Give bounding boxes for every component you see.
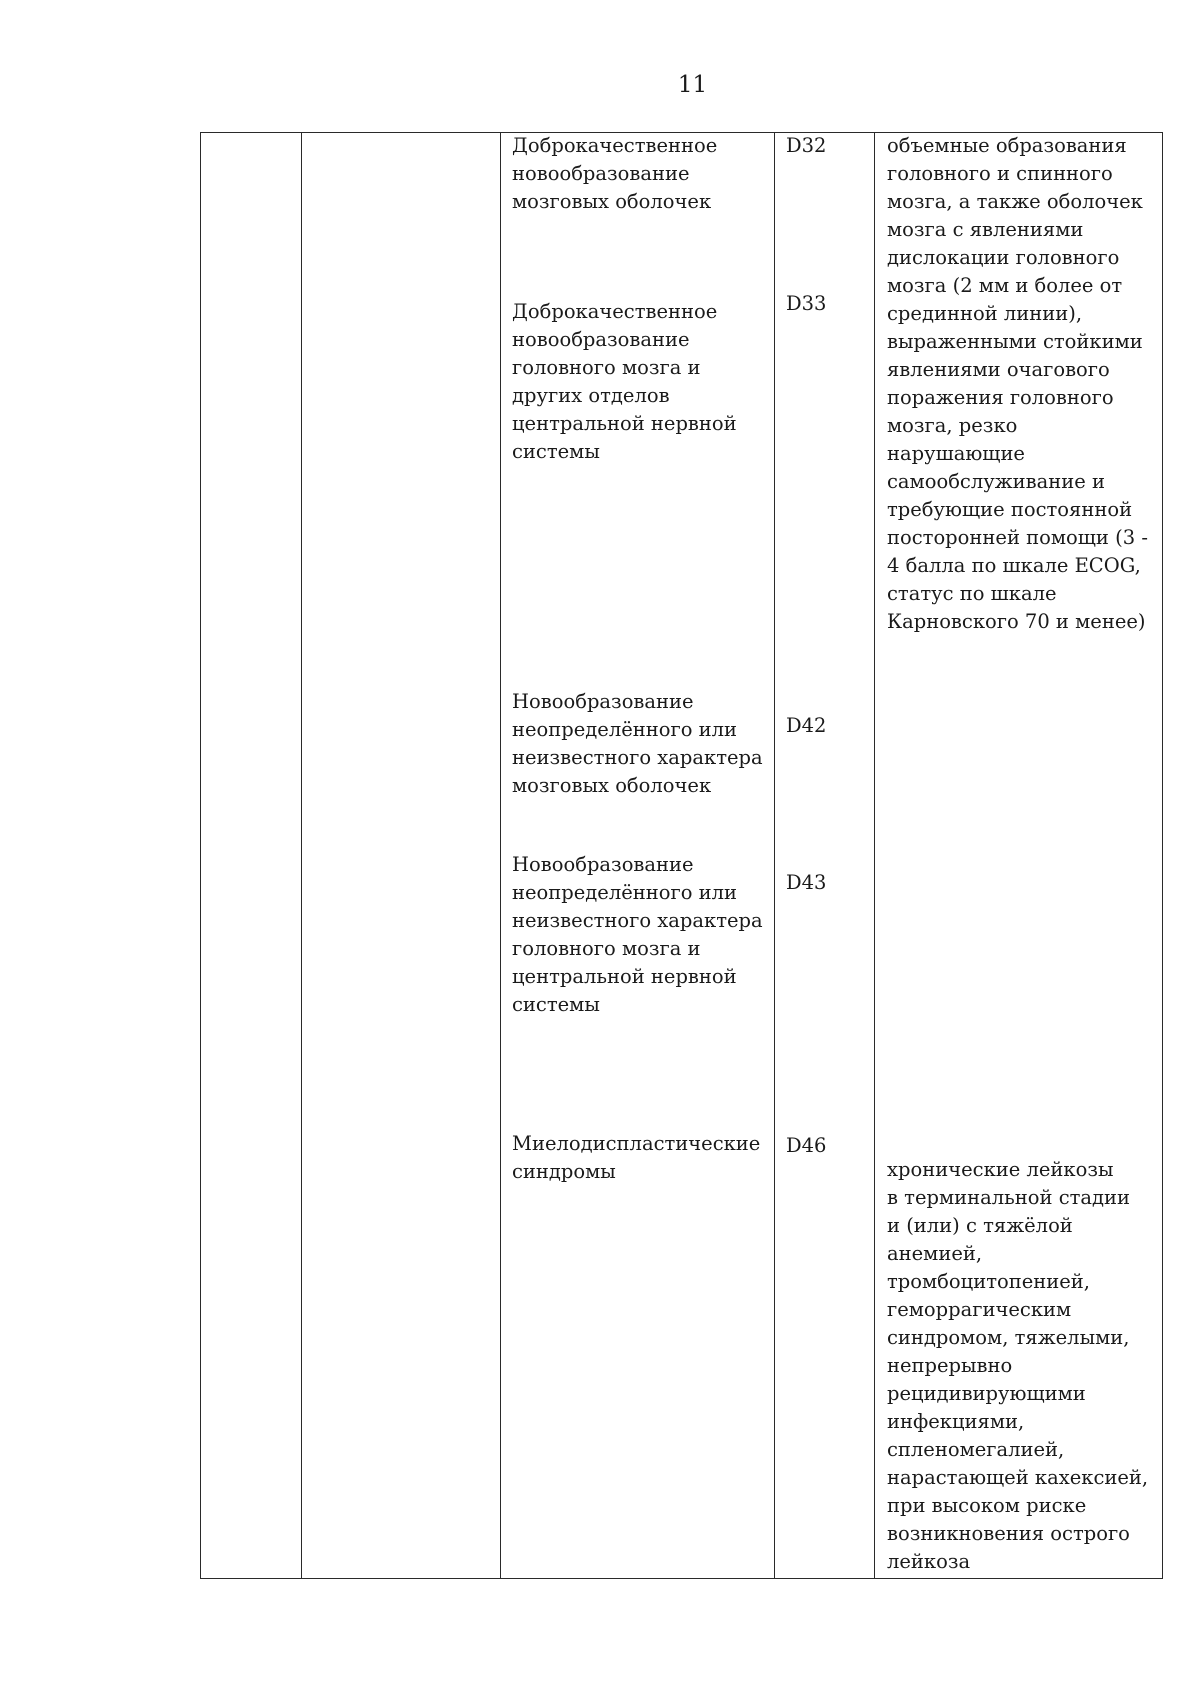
table-column-divider	[774, 132, 775, 1579]
page-number: 11	[677, 72, 708, 98]
table-column-divider	[874, 132, 875, 1579]
icd-code: D42	[786, 714, 827, 737]
table-border-left	[200, 132, 201, 1579]
diagnosis-name: Миелодиспластические синдромы	[512, 1132, 761, 1183]
icd-code: D43	[786, 871, 827, 894]
diagnosis-name: Новообразование неопределённого или неизвестного характера мозговых оболочек	[512, 690, 763, 797]
table-border-bottom	[200, 1578, 1163, 1579]
table-column-divider	[301, 132, 302, 1579]
diagnosis-name: Новообразование неопределённого или неизвестного характера головного мозга и центральной нервной системы	[512, 853, 763, 1016]
icd-code: D32	[786, 134, 827, 157]
icd-code: D46	[786, 1134, 827, 1157]
medical-condition-text: хронические лейкозы в терминальной стадии и (или) с тяжёлой анемией, тромбоцитопенией, геморрагическим синдромом, тяжелыми, непрерывно рецидивирующими инфекциями, спленомегалией, нарастающей кахексией, при высоком риске возникновения острого лейкоза	[887, 1158, 1149, 1573]
medical-condition-text: объемные образования головного и спинного мозга, а также оболочек мозга с явлениями дислокации головного мозга (2 мм и более от срединной линии), выраженными стойкими явлениями очагового поражения головного мозга, резко нарушающие самообслуживание и требующие постоянной посторонней помощи (3 - 4 балла по шкале ECOG, статус по шкале Карновского 70 и менее)	[887, 134, 1148, 633]
diagnosis-name: Доброкачественное новообразование мозговых оболочек	[512, 134, 718, 213]
table-column-divider	[500, 132, 501, 1579]
icd-code: D33	[786, 292, 827, 315]
diagnosis-name: Доброкачественное новообразование головного мозга и других отделов центральной нервной системы	[512, 300, 737, 463]
